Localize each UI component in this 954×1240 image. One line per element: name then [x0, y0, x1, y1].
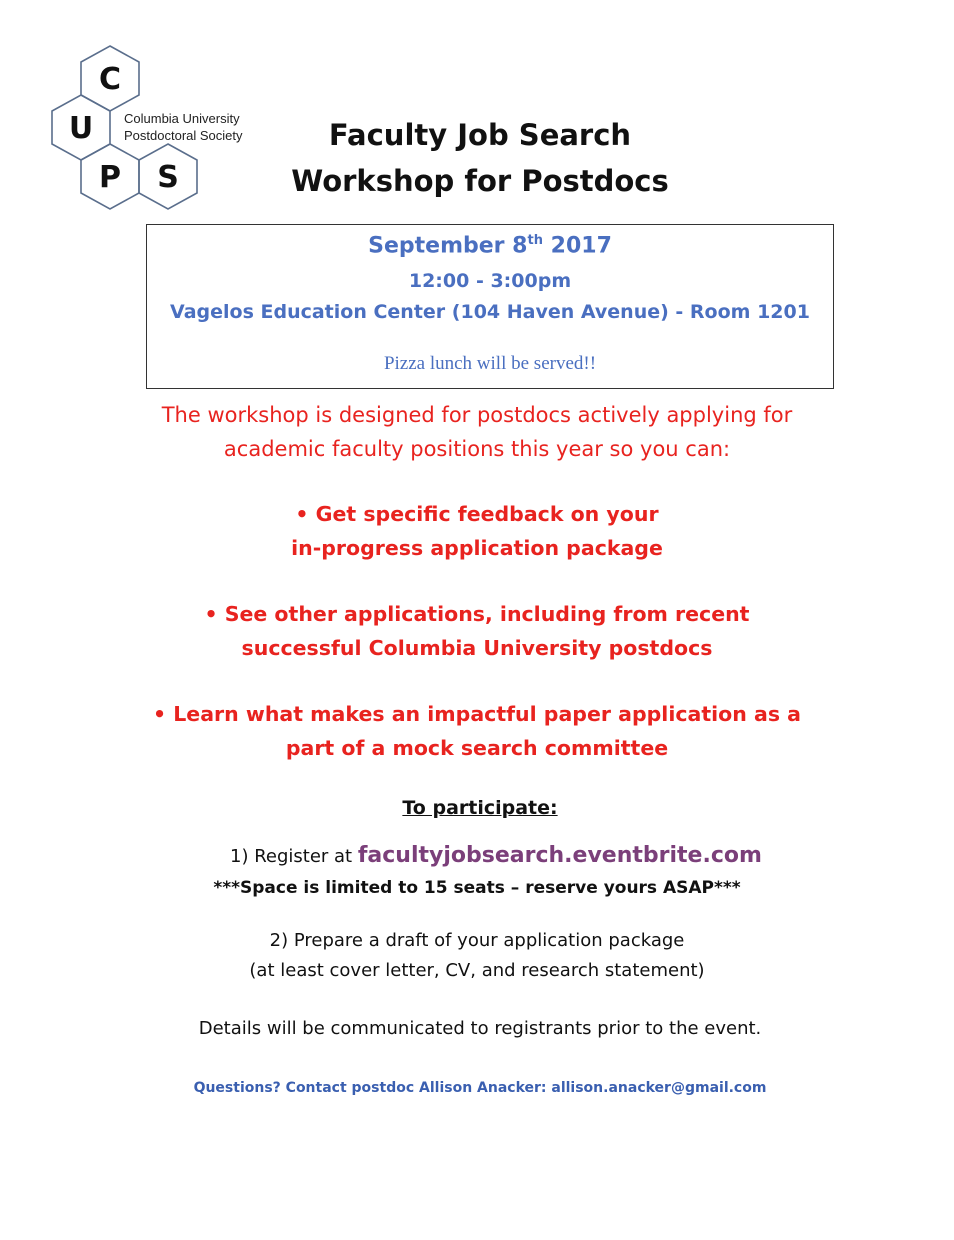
event-date-suffix: th — [527, 233, 543, 248]
logo-letter-c: C — [98, 62, 122, 97]
event-details-box — [146, 224, 834, 389]
logo-org-name — [124, 110, 243, 144]
bullet-line: in-progress application package — [291, 536, 663, 560]
logo-letter-s: S — [157, 160, 179, 195]
event-location: Vagelos Education Center (104 Haven Avenue) - Room 1201 — [170, 301, 810, 323]
bullet-see-applications — [60, 597, 894, 665]
prepare-step-line2: (at least cover letter, CV, and research statement) — [249, 960, 705, 981]
event-date-prefix: September 8 — [368, 233, 528, 259]
bullet-mock-committee — [60, 697, 894, 765]
bullet-line: • Get specific feedback on your — [295, 502, 659, 526]
logo-letter-p: P — [99, 160, 121, 195]
intro-line2: academic faculty positions this year so you can: — [223, 437, 731, 461]
participate-heading: To participate: — [402, 797, 558, 819]
bullet-line: part of a mock search committee — [285, 736, 669, 760]
register-prefix: 1) Register at — [230, 846, 358, 867]
intro-line1: The workshop is designed for postdocs actively applying for — [161, 403, 793, 427]
event-time: 12:00 - 3:00pm — [408, 270, 572, 292]
event-date-year: 2017 — [542, 233, 612, 259]
logo-org-line1: Columbia University — [124, 111, 240, 126]
event-date — [147, 233, 833, 258]
eventbrite-link[interactable]: facultyjobsearch.eventbrite.com — [357, 843, 762, 868]
contact-line[interactable]: Questions? Contact postdoc Allison Anacker: allison.anacker@gmail.com — [193, 1080, 767, 1096]
prepare-step — [60, 926, 894, 986]
title-line2: Workshop for Postdocs — [291, 164, 669, 198]
event-food-note: Pizza lunch will be served!! — [383, 353, 597, 374]
bullet-feedback — [60, 497, 894, 565]
bullet-line: successful Columbia University postdocs — [241, 636, 713, 660]
bullet-line: • See other applications, including from recent — [204, 602, 750, 626]
space-limit-note: ***Space is limited to 15 seats – reserve yours ASAP*** — [213, 878, 741, 898]
title-line1: Faculty Job Search — [328, 118, 632, 152]
logo-letter-u: U — [68, 111, 94, 146]
logo-org-line2: Postdoctoral Society — [124, 128, 243, 143]
details-note: Details will be communicated to registrants prior to the event. — [198, 1018, 762, 1039]
register-step — [230, 843, 762, 868]
prepare-step-line1: 2) Prepare a draft of your application package — [269, 930, 685, 951]
bullet-line: • Learn what makes an impactful paper application as a — [153, 702, 801, 726]
intro-text — [60, 398, 894, 466]
page-title — [280, 112, 680, 204]
